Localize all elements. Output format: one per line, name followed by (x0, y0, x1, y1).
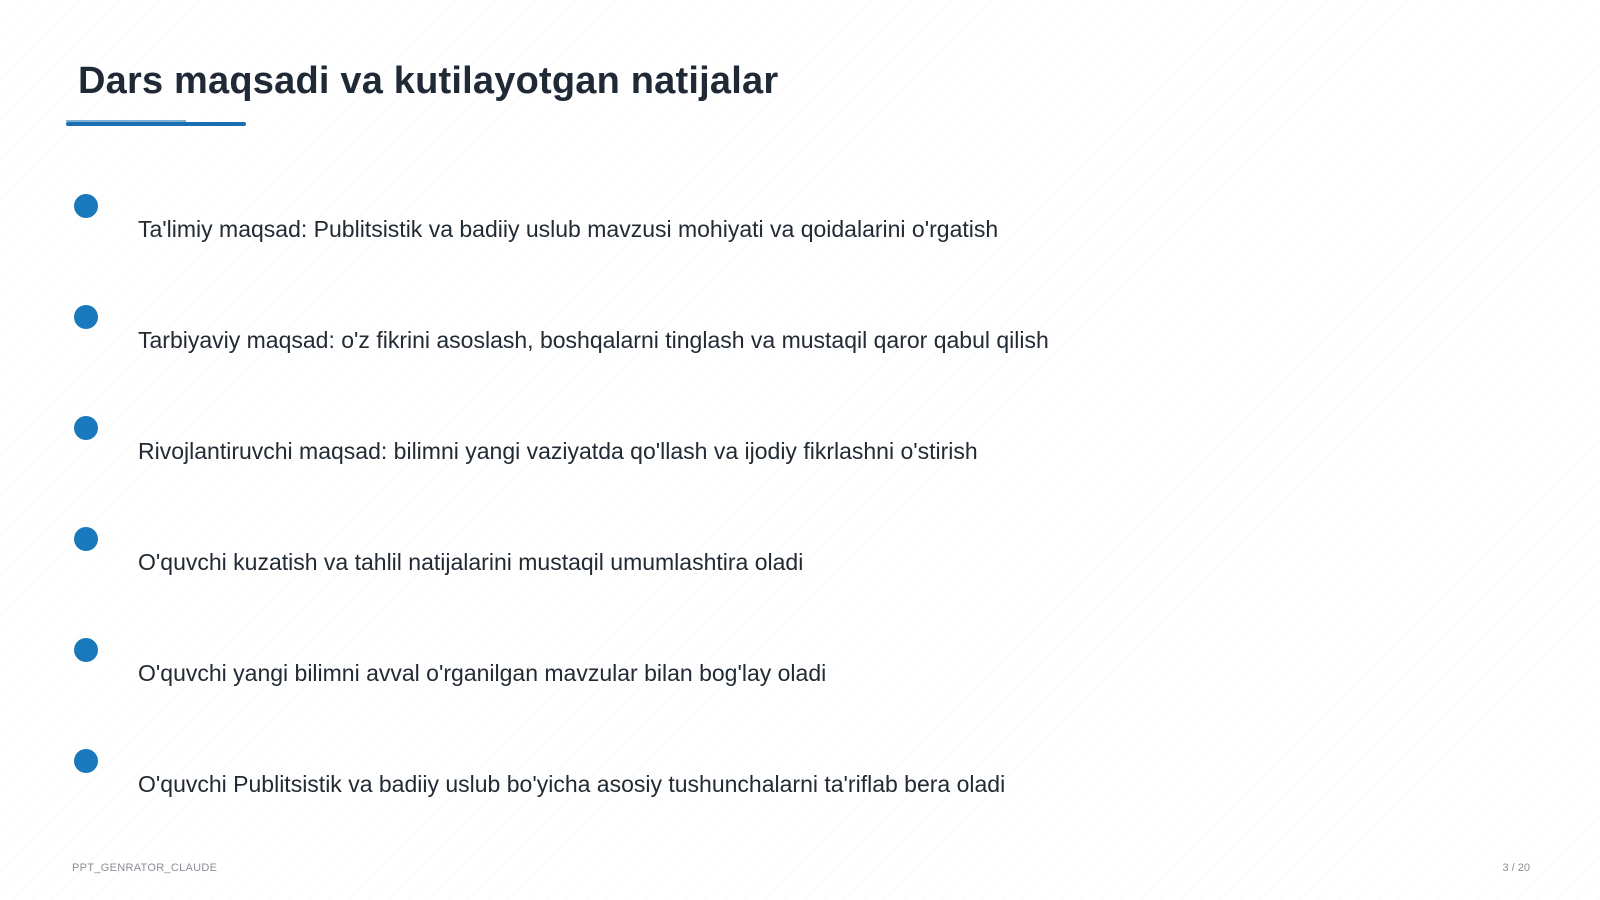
bullet-text: O'quvchi Publitsistik va badiiy uslub bo'yicha asosiy tushunchalarni ta'riflab bera oladi (138, 771, 1006, 797)
bullet-text: O'quvchi yangi bilimni avval o'rganilgan mavzular bilan bog'lay oladi (138, 660, 827, 686)
bullet-item (0, 634, 1600, 734)
bullet-dot-icon (74, 638, 98, 662)
bullet-item (0, 301, 1600, 401)
slide-title: Dars maqsadi va kutilayotgan natijalar (78, 60, 779, 102)
bullet-dot-icon (74, 194, 98, 218)
bullet-item (0, 523, 1600, 623)
bullet-item (0, 190, 1600, 290)
footer-source-label: PPT_GENRATOR_CLAUDE (72, 862, 218, 874)
page-indicator: 3 / 20 (1502, 862, 1530, 874)
bullet-item (0, 745, 1600, 845)
bullet-dot-icon (74, 749, 98, 773)
bullet-text: O'quvchi kuzatish va tahlil natijalarini mustaqil umumlashtira oladi (138, 549, 804, 575)
bullet-text: Ta'limiy maqsad: Publitsistik va badiiy uslub mavzusi mohiyati va qoidalarini o'rgatish (138, 216, 999, 242)
bullet-item (0, 412, 1600, 512)
bullet-dot-icon (74, 305, 98, 329)
bullet-dot-icon (74, 416, 98, 440)
bullet-dot-icon (74, 527, 98, 551)
bullet-text: Rivojlantiruvchi maqsad: bilimni yangi vaziyatda qo'llash va ijodiy fikrlashni o'stirish (138, 438, 978, 464)
bullet-text: Tarbiyaviy maqsad: o'z fikrini asoslash, boshqalarni tinglash va mustaqil qaror qabul qilish (138, 327, 1049, 353)
